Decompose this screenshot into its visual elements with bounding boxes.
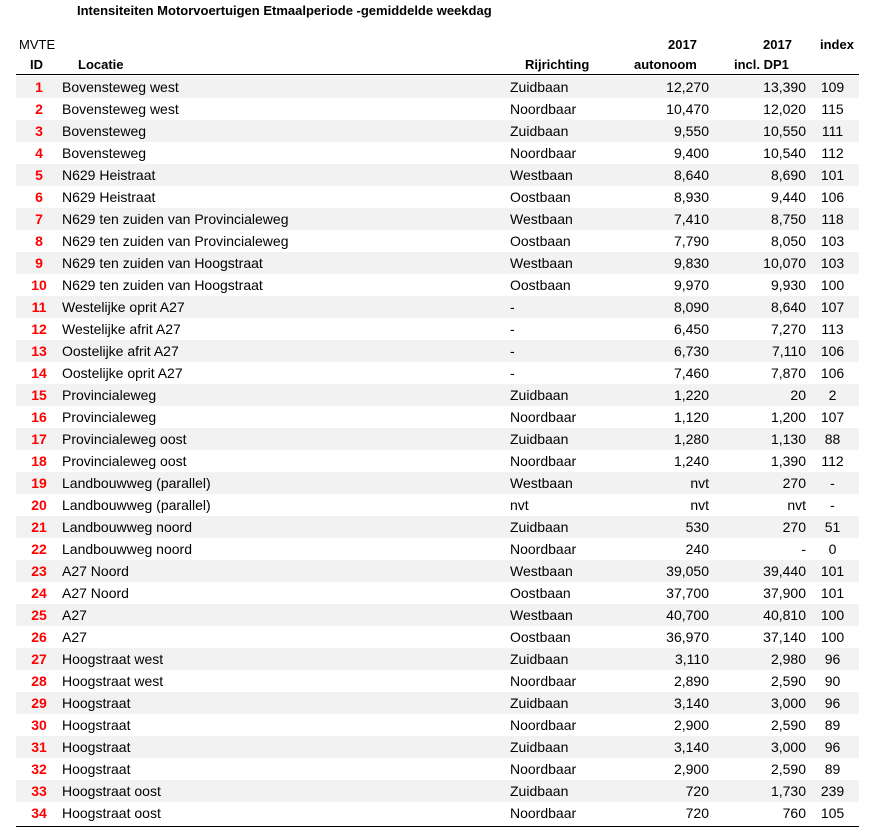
cell-rijrichting: Noordbaar [510,145,577,161]
cell-autonoom: 3,110 [626,648,709,670]
cell-locatie: Westelijke afrit A27 [62,321,181,337]
cell-dp1: 8,050 [770,233,806,249]
cell-id: 3 [16,120,62,142]
cell-dp1: 8,690 [709,164,806,186]
cell-autonoom: 720 [626,780,709,802]
header-year-dp1: 2017 [763,37,792,52]
cell-rijrichting: Zuidbaan [510,428,626,450]
table-row [16,120,859,142]
cell-rijrichting: Westbaan [510,252,626,274]
cell-autonoom: 7,460 [673,365,709,381]
cell-id: 12 [31,321,47,337]
cell-autonoom: 1,120 [673,409,709,425]
cell-id: 8 [35,233,43,249]
table-row [16,648,859,670]
cell-rijrichting: Oostbaan [510,585,571,601]
table-row [16,604,859,626]
cell-dp1: 10,550 [709,120,806,142]
cell-index: 96 [806,736,859,758]
cell-rijrichting: nvt [510,497,529,513]
cell-dp1: 3,000 [709,692,806,714]
cell-autonoom: 9,550 [626,120,709,142]
table-row [16,714,859,736]
cell-id: 27 [16,648,62,670]
cell-index: 96 [806,648,859,670]
cell-id: 15 [16,384,62,406]
cell-rijrichting: - [510,321,515,337]
cell-rijrichting: Noordbaar [510,541,577,557]
table-title: Intensiteiten Motorvoertuigen Etmaalperiode -gemiddelde weekdag [77,3,492,18]
cell-autonoom: 6,450 [673,321,709,337]
cell-locatie: Provincialeweg oost [62,453,187,469]
cell-locatie: A27 [62,604,510,626]
cell-locatie: A27 [62,629,87,645]
cell-id: 23 [16,560,62,582]
cell-dp1: 270 [709,472,806,494]
cell-id: 20 [31,497,47,513]
cell-index: - [830,497,835,513]
cell-autonoom: 720 [685,805,709,821]
cell-id: 24 [31,585,47,601]
cell-locatie: Hoogstraat [62,692,510,714]
cell-rijrichting: Westbaan [510,604,626,626]
cell-autonoom: nvt [690,497,709,513]
cell-autonoom: 1,240 [673,453,709,469]
cell-autonoom: 8,090 [626,296,709,318]
cell-locatie: A27 Noord [62,560,510,582]
cell-autonoom: 40,700 [626,604,709,626]
table-row [16,736,859,758]
cell-dp1: 12,020 [763,101,806,117]
cell-dp1: 8,640 [709,296,806,318]
cell-autonoom: 530 [626,516,709,538]
table-row [16,758,859,780]
cell-locatie: N629 Heistraat [62,164,510,186]
cell-autonoom: 2,900 [673,761,709,777]
header-dp1: incl. DP1 [734,57,789,72]
cell-index: 96 [806,692,859,714]
cell-autonoom: 9,400 [673,145,709,161]
cell-dp1: 13,390 [709,76,806,98]
cell-autonoom: 12,270 [626,76,709,98]
cell-rijrichting: Oostbaan [510,189,571,205]
cell-index: 113 [821,321,844,337]
cell-rijrichting: - [510,296,626,318]
cell-locatie: Landbouwweg (parallel) [62,472,510,494]
cell-index: 115 [821,101,844,117]
cell-rijrichting: Oostbaan [510,277,571,293]
cell-locatie: Bovensteweg [62,145,147,161]
cell-dp1: 7,110 [709,340,806,362]
cell-index: 89 [824,761,841,777]
cell-rijrichting: Zuidbaan [510,736,626,758]
cell-autonoom: 6,730 [626,340,709,362]
cell-id: 31 [16,736,62,758]
cell-id: 21 [16,516,62,538]
table-row [16,296,859,318]
cell-autonoom: 1,280 [626,428,709,450]
cell-autonoom: nvt [626,472,709,494]
cell-id: 34 [31,805,47,821]
cell-dp1: 37,900 [763,585,806,601]
cell-index: 106 [806,340,859,362]
header-rijrichting: Rijrichting [525,57,590,72]
cell-dp1: 1,130 [709,428,806,450]
table-row [16,472,859,494]
cell-rijrichting: Oostbaan [510,233,571,249]
cell-index: 90 [824,673,841,689]
table-row [16,230,859,252]
cell-locatie: Westelijke oprit A27 [62,296,510,318]
cell-dp1: 37,140 [763,629,806,645]
cell-index: 101 [820,585,845,601]
cell-id: 19 [16,472,62,494]
cell-id: 14 [31,365,47,381]
cell-autonoom: 39,050 [626,560,709,582]
cell-autonoom: 8,930 [673,189,709,205]
table-row [16,142,859,164]
cell-locatie: Hoogstraat west [62,648,510,670]
cell-autonoom: 240 [685,541,709,557]
cell-locatie: N629 ten zuiden van Hoogstraat [62,252,510,274]
cell-index: 100 [806,604,859,626]
cell-index: 88 [806,428,859,450]
table-row [16,362,859,384]
header-rule [16,74,859,75]
cell-index: 101 [806,164,859,186]
cell-rijrichting: Noordbaar [510,805,577,821]
table-row [16,560,859,582]
table-row [16,692,859,714]
cell-autonoom: 2,890 [673,673,709,689]
cell-rijrichting: Westbaan [510,560,626,582]
bottom-rule [16,826,859,827]
cell-dp1: 39,440 [709,560,806,582]
cell-dp1: 40,810 [709,604,806,626]
cell-autonoom: 9,970 [673,277,709,293]
cell-locatie: Provincialeweg oost [62,428,510,450]
cell-id: 6 [35,189,43,205]
cell-rijrichting: Zuidbaan [510,516,626,538]
cell-id: 1 [16,76,62,98]
cell-rijrichting: Zuidbaan [510,648,626,670]
cell-dp1: 270 [709,516,806,538]
cell-index: 103 [806,252,859,274]
table-row [16,626,859,648]
cell-id: 16 [31,409,47,425]
cell-index: 109 [806,76,859,98]
cell-locatie: Oostelijke oprit A27 [62,365,183,381]
cell-rijrichting: - [510,365,515,381]
cell-locatie: Bovensteweg west [62,101,179,117]
cell-dp1: 8,750 [709,208,806,230]
cell-dp1: 760 [782,805,806,821]
cell-rijrichting: Noordbaar [510,453,577,469]
cell-id: 7 [16,208,62,230]
cell-dp1: 2,590 [770,717,806,733]
cell-autonoom: 2,900 [673,717,709,733]
table-row [16,76,859,98]
table-row [16,208,859,230]
cell-index: 112 [821,145,844,161]
table-row [16,494,859,516]
table-row [16,186,859,208]
cell-id: 10 [31,277,47,293]
cell-locatie: Hoogstraat west [62,673,164,689]
cell-id: 28 [31,673,47,689]
cell-id: 4 [35,145,43,161]
cell-rijrichting: Zuidbaan [510,780,626,802]
cell-dp1: nvt [787,497,806,513]
cell-dp1: 2,590 [770,673,806,689]
table-row [16,274,859,296]
cell-dp1: 7,270 [770,321,806,337]
cell-rijrichting: Westbaan [510,472,626,494]
cell-rijrichting: Zuidbaan [510,384,626,406]
cell-locatie: Hoogstraat [62,761,131,777]
table-row [16,384,859,406]
cell-dp1: 9,930 [770,277,806,293]
cell-index: - [806,472,859,494]
table-row [16,670,859,692]
cell-autonoom: 37,700 [666,585,709,601]
cell-index: 100 [820,629,845,645]
cell-dp1: 2,590 [770,761,806,777]
cell-dp1: - [801,541,806,557]
cell-index: 0 [828,541,837,557]
cell-dp1: 7,870 [770,365,806,381]
cell-index: 2 [806,384,859,406]
table-row [16,582,859,604]
cell-index: 118 [806,208,859,230]
cell-locatie: Bovensteweg [62,120,510,142]
table-row [16,780,859,802]
cell-dp1: 1,390 [770,453,806,469]
cell-locatie: Hoogstraat oost [62,805,161,821]
header-autonoom: autonoom [634,57,697,72]
cell-rijrichting: Zuidbaan [510,76,626,98]
table-row [16,516,859,538]
cell-id: 17 [16,428,62,450]
cell-index: 51 [806,516,859,538]
cell-rijrichting: Oostbaan [510,629,571,645]
cell-locatie: Hoogstraat [62,717,131,733]
table-row [16,450,859,472]
cell-autonoom: 3,140 [626,736,709,758]
table-row [16,428,859,450]
table-row [16,164,859,186]
cell-dp1: 10,070 [709,252,806,274]
cell-locatie: N629 ten zuiden van Provincialeweg [62,208,510,230]
table-row [16,252,859,274]
intensity-table [16,76,859,824]
cell-id: 32 [31,761,47,777]
cell-dp1: 1,200 [770,409,806,425]
header-mvte: MVTE [19,37,56,52]
cell-dp1: 20 [709,384,806,406]
header-locatie: Locatie [78,57,124,72]
cell-rijrichting: Noordbaar [510,101,577,117]
header-year-autonoom: 2017 [668,37,697,52]
cell-id: 18 [31,453,47,469]
cell-id: 22 [31,541,47,557]
table-row [16,340,859,362]
cell-index: 107 [806,296,859,318]
cell-rijrichting: Zuidbaan [510,692,626,714]
cell-dp1: 2,980 [709,648,806,670]
table-row [16,318,859,340]
cell-index: 107 [820,409,845,425]
cell-locatie: Oostelijke afrit A27 [62,340,510,362]
cell-rijrichting: Noordbaar [510,409,577,425]
cell-id: 25 [16,604,62,626]
cell-autonoom: 3,140 [626,692,709,714]
cell-index: 89 [824,717,841,733]
cell-id: 11 [16,296,62,318]
cell-rijrichting: - [510,340,626,362]
cell-dp1: 10,540 [763,145,806,161]
cell-index: 105 [820,805,845,821]
cell-index: 106 [820,365,845,381]
table-row [16,802,859,824]
cell-id: 26 [31,629,47,645]
header-id: ID [30,57,43,72]
table-row [16,98,859,120]
cell-locatie: A27 Noord [62,585,129,601]
cell-rijrichting: Noordbaar [510,673,577,689]
cell-autonoom: 36,970 [666,629,709,645]
cell-rijrichting: Noordbaar [510,717,577,733]
cell-id: 29 [16,692,62,714]
cell-index: 106 [820,189,845,205]
cell-index: 101 [806,560,859,582]
cell-index: 103 [820,233,845,249]
cell-index: 112 [821,453,844,469]
cell-locatie: Hoogstraat [62,736,510,758]
cell-autonoom: 9,830 [626,252,709,274]
cell-id: 5 [16,164,62,186]
cell-dp1: 1,730 [709,780,806,802]
cell-autonoom: 10,470 [666,101,709,117]
cell-locatie: Provincialeweg [62,384,510,406]
cell-rijrichting: Noordbaar [510,761,577,777]
cell-index: 100 [820,277,845,293]
cell-locatie: Bovensteweg west [62,76,510,98]
cell-id: 2 [35,101,43,117]
cell-locatie: N629 Heistraat [62,189,156,205]
cell-autonoom: 1,220 [626,384,709,406]
cell-locatie: Landbouwweg noord [62,541,192,557]
cell-rijrichting: Westbaan [510,208,626,230]
table-row [16,406,859,428]
table-row [16,538,859,560]
cell-rijrichting: Zuidbaan [510,120,626,142]
cell-locatie: Hoogstraat oost [62,780,510,802]
cell-index: 239 [806,780,859,802]
cell-locatie: Landbouwweg noord [62,516,510,538]
cell-id: 9 [16,252,62,274]
cell-dp1: 9,440 [770,189,806,205]
cell-rijrichting: Westbaan [510,164,626,186]
cell-locatie: Landbouwweg (parallel) [62,497,211,513]
cell-autonoom: 7,790 [673,233,709,249]
cell-id: 30 [31,717,47,733]
cell-id: 33 [16,780,62,802]
cell-locatie: Provincialeweg [62,409,157,425]
cell-autonoom: 7,410 [626,208,709,230]
cell-id: 13 [16,340,62,362]
header-index: index [820,37,854,52]
cell-autonoom: 8,640 [626,164,709,186]
cell-index: 111 [806,120,859,142]
cell-locatie: N629 ten zuiden van Hoogstraat [62,277,263,293]
cell-locatie: N629 ten zuiden van Provincialeweg [62,233,289,249]
cell-dp1: 3,000 [709,736,806,758]
